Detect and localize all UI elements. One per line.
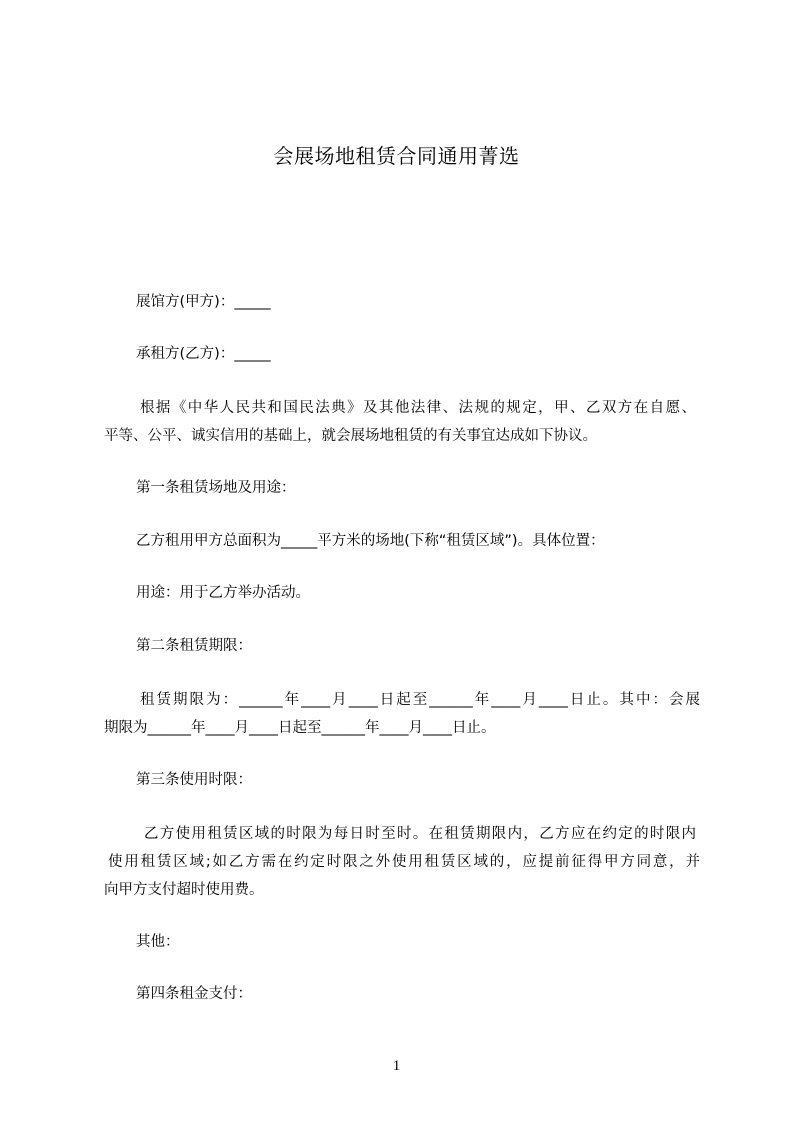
preamble-line-2: 平等、公平、诚实信用的基础上，就会展场地租赁的有关事宜达成如下协议。 <box>104 428 597 444</box>
article-1-area-line: 乙方租用甲方总面积为_____平方米的场地(下称“租赁区域”)。具体位置： <box>136 533 605 549</box>
document-title: 会展场地租赁合同通用菁选 <box>273 144 520 168</box>
preamble-line-1: 根据《中华人民共和国民法典》及其他法律、法规的规定，甲、乙双方在自愿、 <box>140 400 696 416</box>
page-number: 1 <box>392 1058 401 1074</box>
party-a-line: 展馆方(甲方)：_____ <box>136 294 271 310</box>
article-3-hours-line-1: 乙方使用租赁区域的时限为每日时至时。在租赁期限内，乙方应在约定的时限内 <box>144 826 696 842</box>
article-1-purpose-line: 用途：用于乙方举办活动。 <box>136 585 310 601</box>
article-4-heading: 第四条租金支付： <box>136 986 252 1002</box>
article-3-heading: 第三条使用时限： <box>136 772 252 788</box>
article-1-heading: 第一条租赁场地及用途： <box>136 480 296 496</box>
article-3-hours-line-3: 向甲方支付超时使用费。 <box>104 882 264 898</box>
other-heading: 其他： <box>136 934 180 950</box>
article-2-term-line-2: 期限为______年____月____日起至______年____月____日止。 <box>104 720 496 736</box>
article-3-hours-line-2: 使用租赁区域;如乙方需在约定时限之外使用租赁区域的，应提前征得甲方同意，并 <box>108 854 700 870</box>
party-b-line: 承租方(乙方)：_____ <box>136 346 271 362</box>
article-2-term-line-1: 租赁期限为：______年____月____日起至______年____月____日止。其中：会展 <box>140 692 700 708</box>
article-2-heading: 第二条租赁期限： <box>136 638 252 654</box>
